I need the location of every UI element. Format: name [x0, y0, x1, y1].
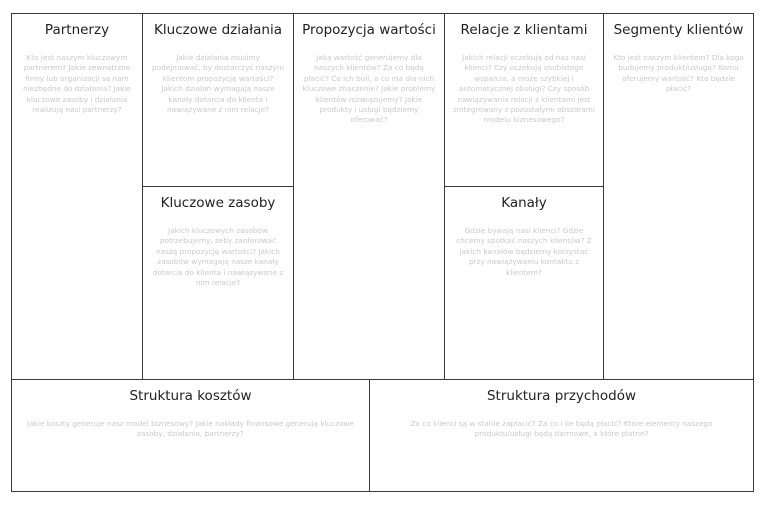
cost-structure-title: Struktura kosztów: [129, 388, 252, 404]
key-resources-block: [143, 187, 294, 380]
value-proposition-question: Jaką wartość generujemy dla naszych klientów? Za co będą płacić? Co ich boli, a co ma dla nich kluczowe znaczenie? Jakie problemy klientów rozwiązujemy? Jakie produkty i usługi będziemy oferować?: [302, 53, 436, 125]
customer-segments-title: Segmenty klientów: [613, 22, 744, 38]
key-resources-title: Kluczowe zasoby: [160, 195, 276, 211]
channels-title: Kanały: [501, 195, 547, 211]
value-proposition-title: Propozycja wartości: [302, 22, 436, 38]
key-activities-question: Jakie działania musimy podejmować, by dostarczyć naszym klientom propozycję wartości? Jakich działań wymagają nasze kanały dotarcia do klienta i nawiązywane z nim relacje?: [152, 53, 284, 115]
cost-structure-question: Jakie koszty generuje nasz model biznesowy? Jakie nakłady finansowe generują kluczowe zasoby, działania, partnerzy?: [27, 419, 354, 439]
customer-relationships-title: Relacje z klientami: [460, 22, 588, 38]
revenue-streams-question: Za co klienci są w stanie zapłacić? Za co i ile będą płacić? Które elementy naszego produktu/usługi będą darmowe, a które płatne?: [410, 419, 713, 439]
partners-title: Partnerzy: [44, 22, 110, 38]
business-model-canvas: [11, 13, 754, 492]
key-activities-title: Kluczowe działania: [154, 22, 282, 38]
value-proposition-block: [294, 14, 445, 380]
key-activities-block: [143, 14, 294, 187]
cost-structure-block: [12, 380, 370, 491]
partners-question: Kto jest naszym kluczowym partnerem? Jakie zewnętrzne firmy lub organizacji są nam niezbędne do działania? Jakie kluczowe zasoby i działania realizują nasi partnerzy?: [23, 53, 131, 115]
customer-segments-question: Kto jest naszym klientem? Dla kogo budujemy produkt/usługę? Komu oferujemy wartość? Kto będzie płacić?: [613, 53, 744, 94]
key-resources-question: Jakich kluczowych zasobów potrzebujemy, żeby zaoferować naszą propozycję wartości? Jakich zasobów wymagają nasze kanały dotarcia do klienta i nawiązywane z nim relacje?: [152, 226, 284, 288]
revenue-streams-title: Struktura przychodów: [486, 388, 637, 404]
partners-block: [12, 14, 143, 380]
customer-segments-block: [604, 14, 753, 380]
customer-relationships-question: Jakich relacji oczekują od nas nasi klienci? Czy oczekują osobistego wsparcia, a może szybkiej i automatycznej obsługi? Czy sposób nawiązywania relacji z klientami jest zintegrowany z pozostałymi obszarami modelu biznesowego?: [453, 53, 595, 125]
revenue-streams-block: [370, 380, 753, 491]
channels-block: [445, 187, 604, 380]
channels-question: Gdzie bywają nasi klienci? Gdzie chcemy spotkać naszych klientów? Z jakich kanałów będziemy korzystać przy nawiązywaniu kontaktu z klientem?: [456, 226, 592, 277]
customer-relationships-block: [445, 14, 604, 187]
